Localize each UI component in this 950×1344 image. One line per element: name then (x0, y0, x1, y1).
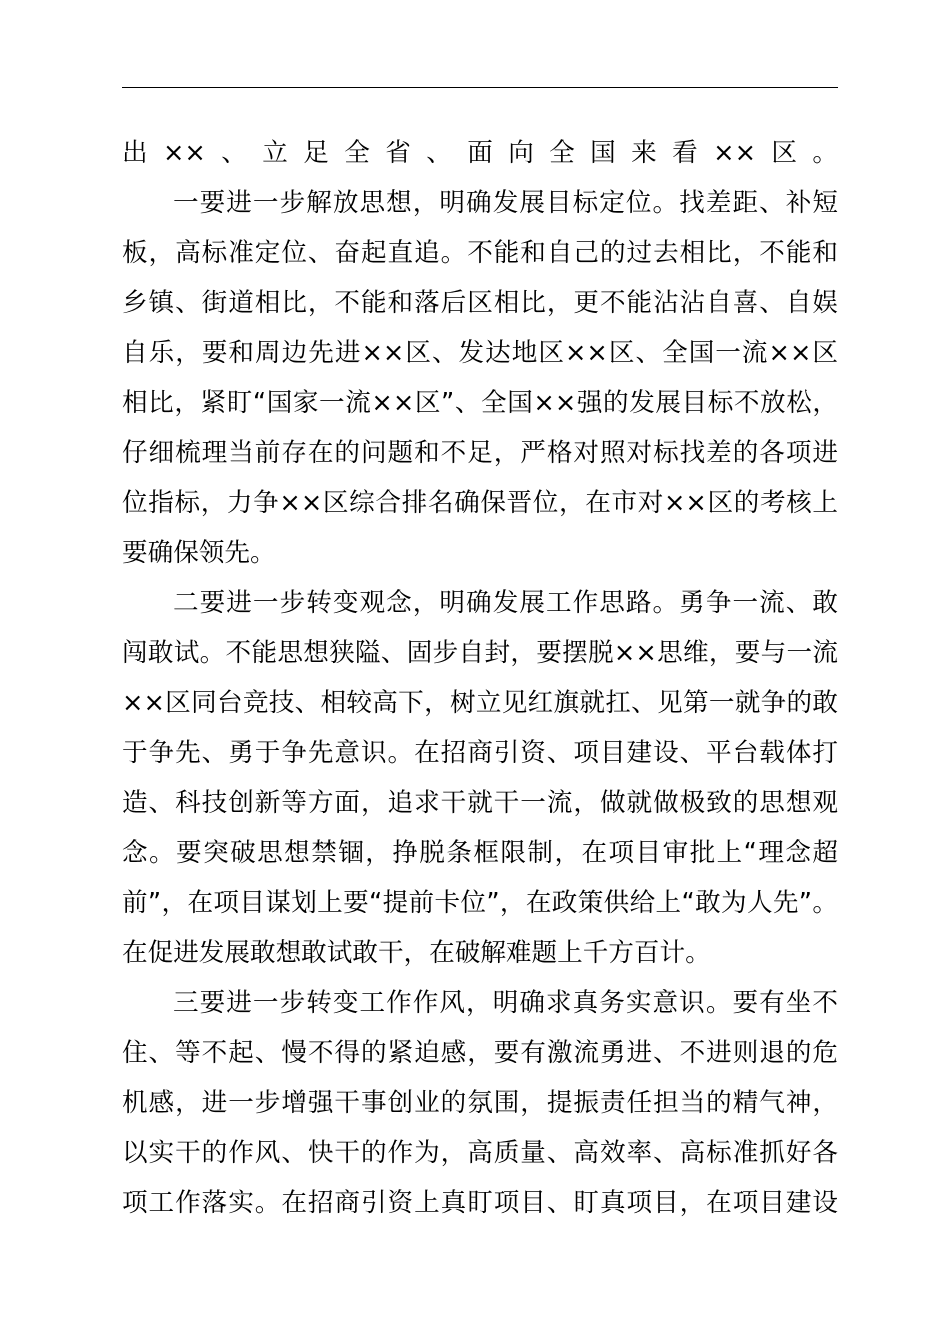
text-line: ××区同台竞技、相较高下，树立见红旗就扛、见第一就争的敢 (122, 688, 838, 718)
paragraph-3-line: 三要进一步转变工作作风，明确求真务实意识。要有坐不 (173, 988, 838, 1018)
text-line: 相比，紧盯“国家一流××区”、全国××强的发展目标不放松， (122, 388, 838, 418)
text-line: 出××、立足全省、面向全国来看××区。 (122, 138, 838, 168)
text-line: 闯敢试。不能思想狭隘、固步自封，要摆脱××思维，要与一流 (122, 638, 838, 668)
text-line: 自乐，要和周边先进××区、发达地区××区、全国一流××区 (122, 338, 838, 368)
paragraph-2-line: 二要进一步转变观念，明确发展工作思路。勇争一流、敢 (173, 588, 838, 618)
text-line: 于争先、勇于争先意识。在招商引资、项目建设、平台载体打 (122, 738, 838, 768)
text-line: 以实干的作风、快干的作为，高质量、高效率、高标准抓好各 (122, 1138, 838, 1168)
text-line: 住、等不起、慢不得的紧迫感，要有激流勇进、不进则退的危 (122, 1038, 838, 1068)
text-line: 项工作落实。在招商引资上真盯项目、盯真项目，在项目建设 (122, 1188, 838, 1218)
text-line: 在促进发展敢想敢试敢干，在破解难题上千方百计。 (122, 938, 711, 968)
paragraph-1-line: 一要进一步解放思想，明确发展目标定位。找差距、补短 (173, 188, 838, 218)
header-rule (122, 87, 838, 88)
text-line: 念。要突破思想禁锢，挣脱条框限制，在项目审批上“理念超 (122, 838, 838, 868)
text-line: 仔细梳理当前存在的问题和不足，严格对照对标找差的各项进 (122, 438, 838, 468)
text-line: 造、科技创新等方面，追求干就干一流，做就做极致的思想观 (122, 788, 838, 818)
text-line: 要确保领先。 (122, 538, 276, 568)
document-body (122, 128, 838, 1228)
text-line: 机感，进一步增强干事创业的氛围，提振责任担当的精气神， (122, 1088, 838, 1118)
text-line: 板，高标准定位、奋起直追。不能和自己的过去相比，不能和 (122, 238, 838, 268)
text-line: 乡镇、街道相比，不能和落后区相比，更不能沾沾自喜、自娱 (122, 288, 838, 318)
text-line: 前”，在项目谋划上要“提前卡位”，在政策供给上“敢为人先”。 (122, 888, 838, 918)
text-line: 位指标，力争××区综合排名确保晋位，在市对××区的考核上 (122, 488, 838, 518)
